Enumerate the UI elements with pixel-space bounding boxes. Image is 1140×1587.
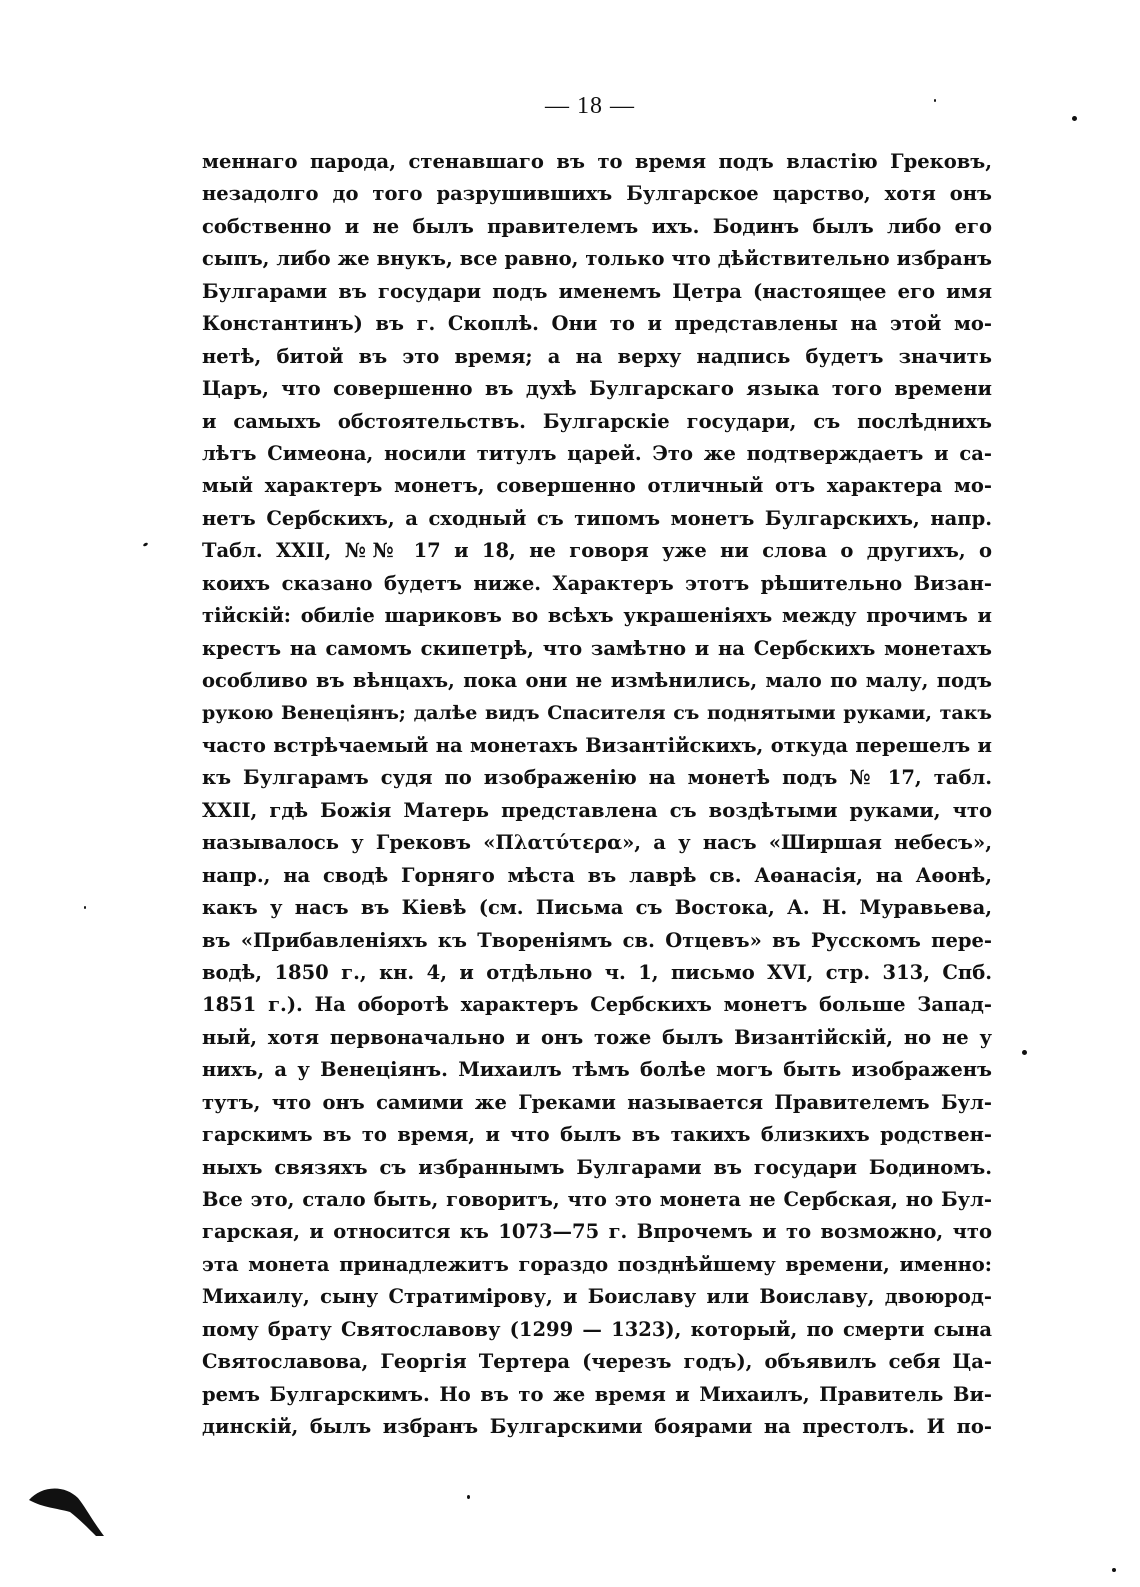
text-line: тутъ, что онъ самими же Греками называется Правителемъ Бул-: [202, 1090, 992, 1114]
text-line: нихъ, а у Венеціянъ. Михаилъ тѣмъ болѣе могъ быть изображенъ: [202, 1058, 992, 1082]
ink-blot: [26, 1478, 106, 1538]
text-line: лѣтъ Симеона, носили титулъ царей. Это же подтверждаетъ и са-: [202, 441, 992, 465]
text-line: Константинъ) въ г. Скоплѣ. Они то и представлены на этой мо-: [202, 312, 992, 336]
text-line: Царъ, что совершенно въ духѣ Булгарскаго языка того времени: [202, 377, 992, 401]
text-line: Святославова, Георгія Тертера (черезъ годъ), объявилъ себя Ца-: [202, 1350, 992, 1374]
text-line: нетъ Сербскихъ, а сходный съ типомъ монетъ Булгарскихъ, напр.: [202, 506, 992, 530]
text-line: гарская, и относится къ 1073—75 г. Впрочемъ и то возможно, что: [202, 1220, 992, 1244]
text-line: водѣ, 1850 г., кн. 4, и отдѣльно ч. 1, письмо XVI, стр. 313, Спб.: [202, 960, 992, 984]
text-line: и самыхъ обстоятельствъ. Булгарскіе государи, съ послѣднихъ: [202, 409, 992, 433]
text-line: коихъ сказано будетъ ниже. Характеръ этотъ рѣшительно Визан-: [202, 571, 992, 595]
text-line: Михаилу, сыну Стратимірову, и Боиславу или Воиславу, двоюрод-: [202, 1285, 992, 1309]
text-line: часто встрѣчаемый на монетахъ Византійскихъ, откуда перешелъ и: [202, 733, 992, 757]
text-line: динскій, былъ избранъ Булгарскими боярами на престолъ. И по-: [202, 1415, 992, 1439]
text-line: крестъ на самомъ скипетрѣ, что замѣтно и на Сербскихъ монетахъ: [202, 636, 992, 660]
text-line: эта монета принадлежитъ гораздо позднѣйшему времени, именно:: [202, 1252, 992, 1276]
text-line: Все это, стало быть, говоритъ, что это монета не Сербская, но Бул-: [202, 1188, 992, 1211]
text-line: называлось у Грековъ «Πλατύτερα», а у насъ «Ширшая небесъ»,: [202, 831, 992, 855]
text-line: мый характеръ монетъ, совершенно отличный отъ характера мо-: [202, 474, 992, 498]
scan-speck: [934, 99, 936, 102]
text-line: меннаго парода, стенавшаго въ то время подъ властію Грековъ,: [202, 150, 992, 173]
text-line: тійскій: обиліе шариковъ во всѣхъ украшеніяхъ между прочимъ и: [202, 604, 992, 628]
text-line: рукою Венеціянъ; далѣе видъ Спасителя съ поднятыми руками, такъ: [202, 702, 992, 725]
text-line: къ Булгарамъ судя по изображенію на монетѣ подъ № 17, табл.: [202, 766, 992, 790]
text-line: сыпъ, либо же внукъ, все равно, только что дѣйствительно избранъ: [202, 247, 992, 271]
text-line: напр., на сводѣ Горняго мѣста въ лаврѣ св. Аѳанасія, на Аѳонѣ,: [202, 863, 992, 887]
text-line: нетѣ, битой въ это время; а на верху надпись будетъ значить: [202, 344, 992, 368]
text-line: незадолго до того разрушившихъ Булгарское царство, хотя онъ: [202, 182, 992, 206]
text-line: Булгарами въ государи подъ именемъ Цетра (настоящее его имя: [202, 279, 992, 303]
text-line: собственно и не былъ правителемъ ихъ. Бодинъ былъ либо его: [202, 214, 992, 238]
text-line: въ «Прибавленіяхъ къ Твореніямъ св. Отцевъ» въ Русскомъ пере-: [202, 928, 992, 952]
scan-speck: [1112, 1568, 1116, 1572]
scan-speck: [467, 1495, 470, 1499]
text-line: Табл. XXII, №№ 17 и 18, не говоря уже ни слова о другихъ, о: [202, 539, 992, 563]
scan-speck: [84, 906, 86, 909]
scan-speck: [1022, 1050, 1027, 1055]
text-line: пому брату Святославову (1299 — 1323), который, по смерти сына: [202, 1317, 992, 1341]
text-line: ремъ Булгарскимъ. Но въ то же время и Михаилъ, Правитель Ви-: [202, 1382, 992, 1406]
page-number: — 18 —: [545, 93, 635, 119]
text-line: 1851 г.). На оборотѣ характеръ Сербскихъ монетъ больше Запад-: [202, 993, 992, 1017]
text-line: гарскимъ въ то время, и что былъ въ такихъ близкихъ родствен-: [202, 1123, 992, 1147]
text-line: какъ у насъ въ Кіевѣ (см. Письма съ Востока, А. Н. Муравьева,: [202, 896, 992, 920]
scan-speck: [143, 542, 149, 547]
body-text: [202, 146, 992, 1444]
text-line: XXII, гдѣ Божія Матерь представлена съ воздѣтыми руками, что: [202, 798, 992, 822]
scan-speck: [1072, 116, 1077, 121]
text-line: ныхъ связяхъ съ избраннымъ Булгарами въ государи Бодиномъ.: [202, 1155, 992, 1179]
text-line: ный, хотя первоначально и онъ тоже былъ Византійскій, но не у: [202, 1025, 992, 1049]
text-line: особливо въ вѣнцахъ, пока они не измѣнились, мало по малу, подъ: [202, 669, 992, 692]
